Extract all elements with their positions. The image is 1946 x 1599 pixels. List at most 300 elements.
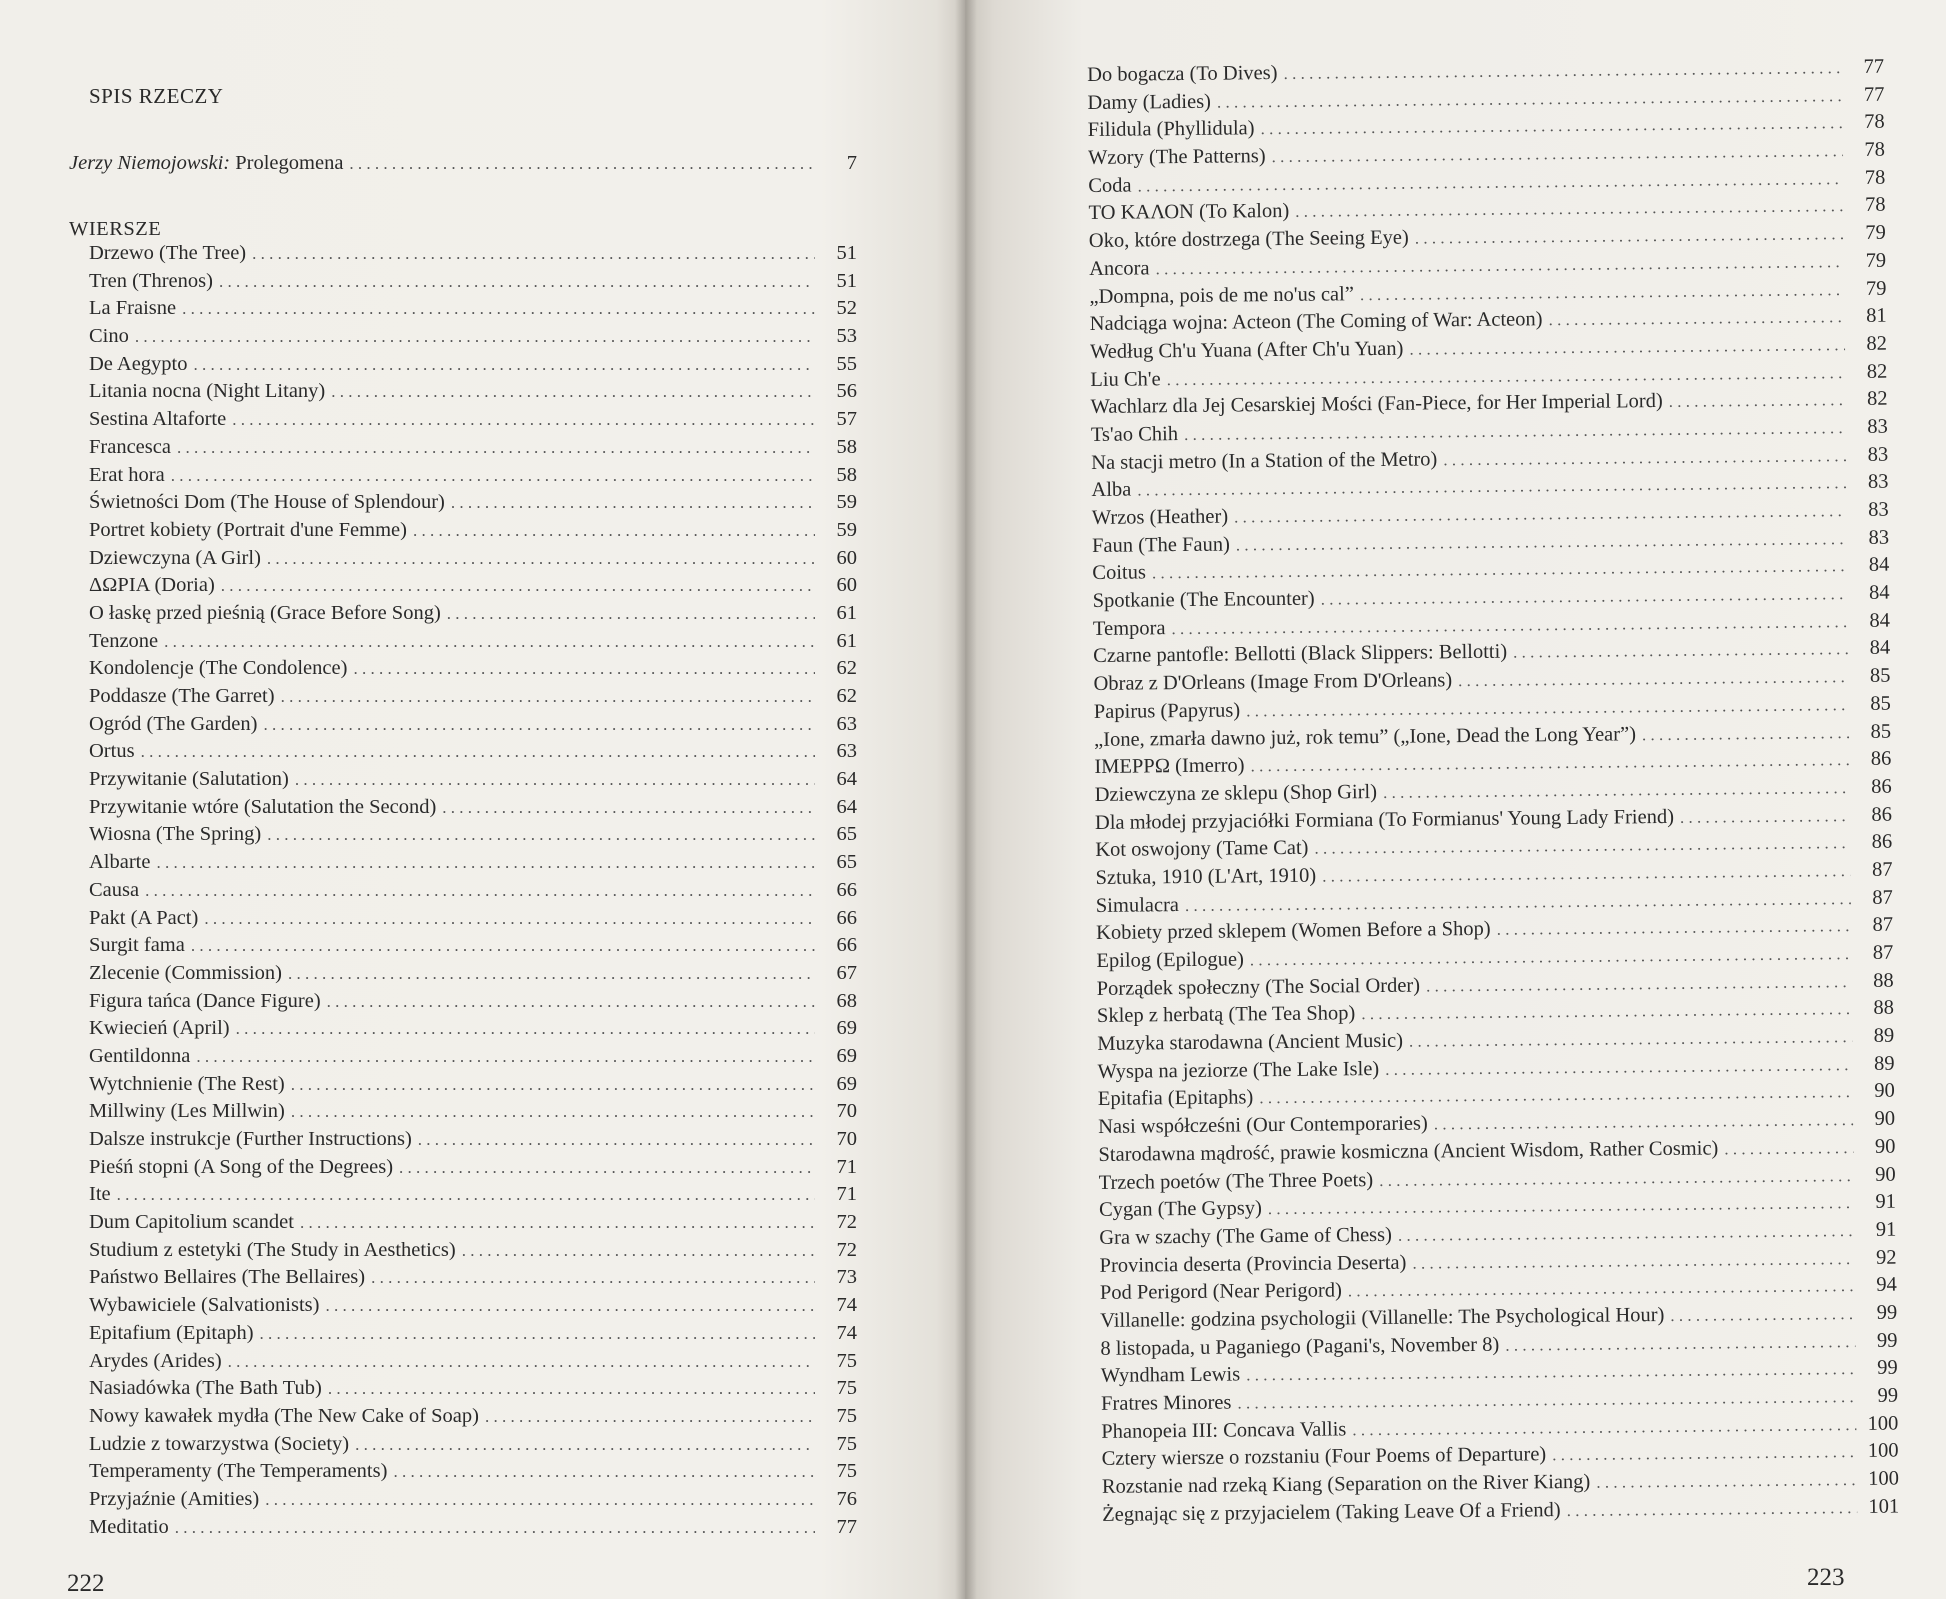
toc-entry [89,434,857,462]
toc-entry [89,711,857,739]
toc-entry [89,794,857,822]
dot-leader [228,1348,815,1376]
entry-page-number: 90 [1875,1163,1896,1186]
entry-page-number: 78 [1864,111,1885,134]
entry-title: Drzewo (The Tree) [89,242,247,264]
dot-leader [1434,1106,1854,1138]
toc-entry [89,351,857,379]
entry-page-number: 86 [1871,830,1893,854]
entry-page-number: 62 [836,685,857,707]
entry-page-number: 71 [836,1155,857,1178]
entry-page-number: 67 [836,961,857,984]
entry-title: Studium z estetyki (The Study in Aesthetics) [89,1238,456,1261]
entry-page-number: 77 [836,1515,857,1538]
dot-leader [442,794,815,822]
entry-title: Cygan (The Gypsy) [1098,1197,1262,1222]
entry-title: Ancora [1089,257,1150,280]
dot-leader [349,150,815,178]
entry-page-number: 99 [1877,1356,1898,1380]
toc-entry [89,1375,857,1403]
toc-heading: SPIS RZECZY [89,84,224,108]
dot-leader [1513,635,1848,666]
dot-leader [260,1320,815,1348]
entry-page-number: 72 [836,1211,857,1234]
dot-leader [265,1486,815,1514]
entry-page-number: 58 [836,435,857,458]
entry-title: Przywitanie (Salutation) [89,768,289,791]
entry-page-number: 74 [836,1321,857,1344]
entry-page-number: 87 [1872,886,1893,909]
entry-page-number: 86 [1871,775,1892,798]
toc-entry [89,1431,857,1459]
toc-entry [89,1154,857,1182]
entry-title: Temperamenty (The Temperaments) [89,1460,388,1483]
entry-title: Portret kobiety (Portrait d'une Femme) [89,518,407,541]
entry-title: Liu Ch'e [1090,367,1161,391]
entry-page-number: 84 [1869,637,1891,660]
entry-title: Nadciąga wojna: Acteon (The Coming of War: Acteon) [1089,308,1543,336]
dot-leader [177,434,815,462]
entry-page-number: 101 [1868,1495,1900,1518]
entry-title: Simulacra [1095,893,1180,917]
entry-title: ΔΩΡΙΑ (Doria) [89,574,215,597]
dot-leader [353,655,815,683]
entry-page-number: 82 [1866,332,1888,355]
dot-leader [191,932,815,960]
dot-leader [328,1375,815,1403]
dot-leader [331,378,815,406]
entry-title: Wiosna (The Spring) [89,823,262,846]
dot-leader [171,462,815,490]
entry-title: Kobiety przed sklepem (Women Before a Shop) [1096,918,1491,945]
dot-leader [221,572,815,600]
entry-page-number: 94 [1876,1273,1897,1297]
entry-page-number: 83 [1867,415,1888,438]
entry-title: Francesca [89,435,171,458]
entry-page-number: 58 [836,463,857,486]
entry-page-number: 99 [1876,1301,1898,1324]
dot-leader [164,628,815,656]
entry-title: Na stacji metro (In a Station of the Metro) [1091,447,1438,474]
dot-leader [327,988,815,1016]
entry-title: Nasi współcześni (Our Contemporaries) [1098,1112,1428,1139]
dot-leader [325,1292,815,1320]
entry-title: 8 listopada, u Paganiego (Pagani's, November 8) [1100,1333,1500,1360]
dot-leader [281,683,815,711]
entry-page-number: 53 [836,325,857,348]
entry-page-number: 89 [1873,1052,1895,1075]
entry-page-number: 64 [836,795,857,818]
entry-title: Villanelle: godzina psychologii (Villanelle: The Psychological Hour) [1100,1303,1665,1332]
dot-leader [291,1071,815,1099]
entry-title: Wyspa na jeziorze (The Lake Isle) [1097,1057,1380,1083]
dot-leader [232,406,815,434]
dot-leader [204,905,815,933]
entry-page-number: 55 [836,352,857,375]
entry-page-number: 100 [1867,1439,1899,1463]
entry-page-number: 60 [836,546,857,569]
entry-page-number: 87 [1872,913,1894,937]
entry-title: Wachlarz dla Jej Cesarskiej Mości (Fan-Piece, for Her Imperial Lord) [1090,390,1663,419]
toc-entry [89,738,857,766]
entry-page-number: 88 [1873,996,1895,1020]
toc-entry [89,905,857,933]
entry-page-number: 78 [1864,166,1886,189]
entry-page-number: 65 [836,823,857,846]
entry-page-number: 79 [1865,249,1887,272]
entry-page-number: 79 [1865,277,1887,300]
dot-leader [1443,442,1846,474]
toc-entry [89,1015,857,1043]
entry-title: Obraz z D'Orleans (Image From D'Orleans) [1093,669,1453,696]
book-gutter [955,0,977,1599]
entry-page-number: 84 [1868,554,1890,577]
entry-title: Zlecenie (Commission) [89,961,282,984]
entry-page-number: 70 [836,1128,857,1150]
dot-leader [371,1264,815,1292]
entry-page-number: 90 [1874,1135,1896,1158]
dot-leader [1596,1466,1857,1496]
prolegomena-entry [69,150,857,178]
entry-page-number: 82 [1866,360,1888,383]
toc-entry [89,323,857,351]
entry-page-number: 78 [1864,138,1886,161]
entry-page-number: 66 [836,934,857,957]
entry-page-number: 89 [1873,1024,1895,1047]
entry-title: Oko, które dostrzega (The Seeing Eye) [1088,226,1409,253]
dot-leader [1552,1438,1857,1469]
entry-title: Arydes (Arides) [89,1349,222,1372]
toc-entry [89,1292,857,1320]
dot-leader [418,1126,815,1154]
entry-title: Tempora [1092,616,1166,640]
entry-title: De Aegypto [89,352,188,375]
entry-title: Porządek społeczny (The Social Order) [1096,974,1421,1000]
toc-entry [89,462,857,490]
entry-title: „Dompna, pois de me no'us cal” [1089,282,1354,308]
entry-page-number: 66 [836,906,857,929]
entry-page-number: 61 [836,601,857,624]
toc-entry [89,600,857,628]
entry-title: Tenzone [89,629,159,652]
entry-page-number: 59 [836,518,857,541]
dot-leader [135,323,815,351]
entry-page-number: 83 [1868,498,1889,521]
prolegomena-title: Prolegomena [235,152,344,174]
entry-title: ΙΜΕΡΡΩ (Imerro) [1094,754,1245,779]
toc-entry [89,1514,857,1542]
entry-page-number: 63 [836,712,857,735]
dot-leader [1505,1328,1855,1359]
entry-title: Kondolencje (The Condolence) [89,657,348,680]
entry-page-number: 82 [1866,387,1888,411]
entry-title: Papirus (Papyrus) [1093,699,1241,723]
entry-title: Świetności Dom (The House of Splendour) [89,491,445,514]
entry-title: Spotkanie (The Encounter) [1092,587,1315,613]
toc-entry [89,766,857,794]
entry-title: Wybawiciele (Salvationists) [89,1294,320,1317]
entry-page-number: 86 [1871,803,1893,826]
dot-leader [263,711,815,739]
entry-title: Erat hora [89,463,165,486]
dot-leader [451,489,815,517]
toc-entry [89,1486,857,1514]
entry-title: Żegnając się z przyjacielem (Taking Leave Of a Friend) [1102,1498,1561,1526]
entry-title: Gra w szachy (The Game of Chess) [1099,1223,1393,1249]
entry-title: Według Ch'u Yuana (After Ch'u Yuan) [1089,337,1404,363]
entry-title: Sztuka, 1910 (L'Art, 1910) [1095,864,1317,889]
toc-entry [89,1237,857,1265]
entry-title: Sklep z herbatą (The Tea Shop) [1096,1002,1356,1028]
entry-page-number: 57 [836,408,857,431]
entry-title: Pakt (A Pact) [89,906,199,929]
entry-title: Faun (The Faun) [1091,533,1230,557]
entry-title: Millwiny (Les Millwin) [89,1100,285,1123]
prolegomena-page-number: 7 [846,152,857,174]
entry-page-number: 91 [1875,1190,1897,1213]
entry-page-number: 75 [836,1460,857,1483]
entry-page-number: 81 [1866,304,1887,328]
entry-title: Ite [89,1183,111,1206]
entry-page-number: 90 [1874,1107,1896,1130]
entry-title: Coitus [1092,561,1147,585]
toc-entry [89,849,857,877]
dot-leader [485,1403,815,1431]
entry-title: Pieśń stopni (A Song of the Degrees) [89,1155,394,1178]
dot-leader [1680,802,1850,831]
entry-title: Epilog (Epilogue) [1096,948,1244,972]
entry-page-number: 75 [836,1432,857,1455]
entry-title: Gentildonna [89,1044,191,1067]
entry-title: Tren (Threnos) [89,269,213,292]
entry-page-number: 63 [836,740,857,763]
entry-title: Wyndham Lewis [1100,1363,1241,1388]
entry-title: Albarte [89,851,151,874]
toc-entry [89,932,857,960]
dot-leader [288,960,815,988]
entry-page-number: 99 [1877,1384,1899,1407]
dot-leader [252,240,815,268]
entry-title: Nasiadówka (The Bath Tub) [89,1377,322,1400]
toc-entry [89,240,857,268]
dot-leader [1426,968,1852,1000]
page-number-left: 222 [67,1570,105,1597]
entry-title: Muzyka starodawna (Ancient Music) [1097,1029,1404,1056]
entry-title: Dla młodej przyjaciółki Formiana (To Formianus' Young Lady Friend) [1094,805,1675,834]
entry-page-number: 74 [836,1294,857,1317]
toc-entry [89,1458,857,1486]
entry-page-number: 52 [836,297,857,320]
dot-leader [267,545,815,573]
entry-title: ΤΟ ΚΑΛΟΝ (To Kalon) [1088,200,1290,225]
dot-leader [291,1098,815,1126]
entry-title: Figura tańca (Dance Figure) [89,989,321,1012]
dot-leader [1670,1300,1855,1330]
dot-leader [1548,303,1844,334]
entry-page-number: 88 [1873,969,1894,992]
entry-page-number: 83 [1868,526,1890,549]
entry-page-number: 64 [836,768,857,791]
section-heading: WIERSZE [69,218,162,240]
entry-title: Ogród (The Garden) [89,712,258,735]
dot-leader [393,1458,815,1486]
entry-page-number: 85 [1870,692,1891,715]
entry-title: Coda [1088,174,1132,197]
entry-page-number: 59 [836,491,857,514]
entry-title: Alba [1091,478,1132,502]
entry-title: Trzech poetów (The Three Poets) [1098,1168,1374,1194]
entry-page-number: 76 [836,1487,857,1510]
toc-entry [89,1181,857,1209]
entry-title: Dum Capitolium scandet [89,1211,294,1234]
toc-entry [89,378,857,406]
entry-page-number: 75 [836,1377,857,1400]
page-number-right: 223 [1807,1564,1845,1591]
toc-entry [89,1209,857,1237]
entry-title: Ts'ao Chih [1090,423,1179,446]
entry-title: Kot oswojony (Tame Cat) [1095,836,1309,862]
entry-page-number: 85 [1870,720,1892,743]
entry-page-number: 66 [836,878,857,901]
entry-title: Meditatio [89,1515,169,1538]
entry-title: Cino [89,325,129,348]
right-toc-list [1087,54,1899,1530]
entry-title: Filidula (Phyllidula) [1087,117,1255,142]
dot-leader [267,821,815,849]
dot-leader [1458,663,1849,695]
entry-title: Wrzos (Heather) [1091,505,1229,529]
entry-title: Starodawna mądrość, prawie kosmiczna (Ancient Wisdom, Rather Cosmic) [1098,1137,1719,1166]
entry-page-number: 69 [836,1072,857,1095]
entry-page-number: 83 [1867,443,1889,466]
entry-page-number: 79 [1865,221,1886,244]
entry-page-number: 87 [1872,941,1894,964]
dot-leader [295,766,815,794]
entry-title: Rozstanie nad rzeką Kiang (Separation on the River Kiang) [1101,1470,1591,1498]
entry-page-number: 72 [836,1238,857,1261]
left-toc-list [89,240,857,1541]
entry-title: Provincia deserta (Provincia Deserta) [1099,1251,1407,1277]
toc-entry [89,545,857,573]
dot-leader [156,849,815,877]
entry-title: Przywitanie wtóre (Salutation the Second) [89,795,437,818]
entry-title: Ludzie z towarzystwa (Society) [89,1432,350,1455]
entry-page-number: 87 [1871,858,1893,881]
dot-leader [194,351,816,379]
toc-entry [89,683,857,711]
entry-page-number: 77 [1863,55,1885,78]
toc-entry [89,960,857,988]
entry-title: Kwiecień (April) [89,1017,230,1040]
toc-entry [89,489,857,517]
toc-entry [89,1043,857,1071]
prolegomena-author: Jerzy Niemojowski: [69,152,231,174]
dot-leader [462,1237,815,1265]
dot-leader [236,1015,815,1043]
dot-leader [182,295,815,323]
entry-title: „Ione, zmarła dawno już, rok temu” („Ione, Dead the Long Year”) [1093,722,1637,751]
entry-page-number: 84 [1869,609,1891,632]
dot-leader [399,1154,815,1182]
entry-title: Dalsze instrukcje (Further Instructions) [89,1128,412,1150]
entry-title: Pod Perigord (Near Perigord) [1099,1279,1342,1305]
dot-leader [1497,912,1852,943]
entry-title: Cztery wiersze o rozstaniu (Four Poems of Departure) [1101,1443,1547,1471]
entry-page-number: 83 [1867,470,1889,494]
dot-leader [1669,386,1846,416]
entry-title: Surgit fama [89,934,185,957]
entry-title: Dziewczyna ze sklepu (Shop Girl) [1094,780,1378,806]
entry-page-number: 99 [1876,1329,1898,1352]
entry-page-number: 77 [1863,83,1885,106]
entry-page-number: 70 [836,1100,857,1123]
entry-page-number: 69 [836,1017,857,1040]
entry-page-number: 78 [1864,194,1886,217]
entry-page-number: 91 [1875,1218,1897,1241]
entry-title: Wzory (The Patterns) [1087,145,1266,170]
entry-page-number: 90 [1874,1080,1895,1103]
entry-page-number: 56 [836,380,857,403]
toc-entry [89,628,857,656]
entry-title: Dziewczyna (A Girl) [89,546,261,569]
prolegomena-entry-list [69,150,857,178]
entry-title: Litania nocna (Night Litany) [89,380,326,403]
toc-entry [89,1126,857,1154]
entry-title: La Fraisne [89,297,177,320]
entry-page-number: 86 [1870,747,1892,771]
entry-page-number: 73 [836,1266,857,1289]
dot-leader [1642,719,1849,749]
toc-entry [89,877,857,905]
toc-entry [89,1320,857,1348]
left-page [0,0,965,1599]
toc-entry [89,406,857,434]
entry-title: Phanopeia III: Concava Vallis [1101,1418,1347,1443]
dot-leader [447,600,815,628]
entry-page-number: 71 [836,1183,857,1206]
entry-title: Poddasze (The Garret) [89,685,275,707]
dot-leader [145,877,815,905]
entry-page-number: 69 [836,1044,857,1067]
entry-page-number: 100 [1867,1412,1899,1435]
entry-title: O łaskę przed pieśnią (Grace Before Song) [89,601,441,624]
toc-entry [89,988,857,1016]
entry-title: Sestina Altaforte [89,408,227,431]
dot-leader [196,1043,815,1071]
dot-leader [300,1209,815,1237]
dot-leader [355,1431,815,1459]
entry-page-number: 61 [836,629,857,652]
dot-leader [175,1514,815,1542]
entry-title: Causa [89,878,140,901]
dot-leader [141,738,815,766]
toc-entry [89,821,857,849]
dot-leader [219,268,815,296]
entry-page-number: 84 [1868,581,1890,604]
dot-leader [1724,1134,1853,1163]
toc-entry [89,295,857,323]
entry-title: Przyjaźnie (Amities) [89,1487,260,1510]
entry-title: Czarne pantofle: Bellotti (Black Slippers: Bellotti) [1093,641,1508,668]
entry-page-number: 100 [1868,1467,1899,1490]
toc-entry [89,1264,857,1292]
toc-entry [89,1348,857,1376]
entry-title: Państwo Bellaires (The Bellaires) [89,1266,366,1289]
entry-title: Fratres Minores [1100,1391,1232,1415]
entry-title: Epitafia (Epitaphs) [1097,1086,1254,1111]
entry-page-number: 62 [836,657,857,680]
entry-page-number: 75 [836,1349,857,1372]
